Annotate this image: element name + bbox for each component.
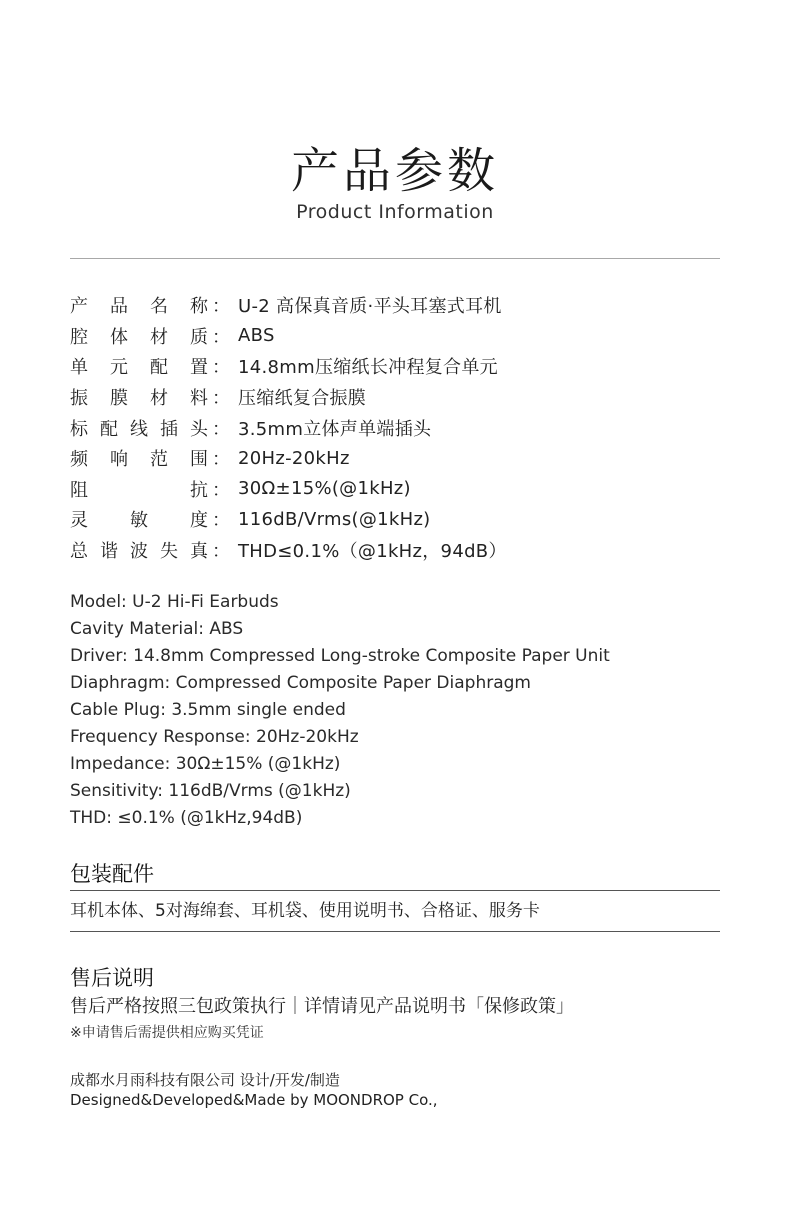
- spec-row: [70, 474, 730, 505]
- spec-row: [70, 504, 730, 535]
- spec-colon: ：: [212, 449, 230, 471]
- spec-label-char: 插: [160, 418, 178, 440]
- spec-label-char: 响: [110, 449, 128, 471]
- spec-row-en: Frequency Response: 20Hz-20kHz: [70, 727, 359, 747]
- spec-row: [70, 412, 730, 443]
- spec-label-char: 腔: [70, 326, 88, 348]
- spec-label-char: 膜: [110, 388, 128, 410]
- spec-value: 14.8mm压缩纸长冲程复合单元: [238, 357, 498, 379]
- spec-label: [70, 384, 208, 410]
- spec-list-en: [70, 589, 730, 832]
- spec-value: ABS: [238, 325, 275, 347]
- after-sales-title: 售后说明: [70, 966, 154, 990]
- spec-row-en: Cable Plug: 3.5mm single ended: [70, 700, 346, 720]
- spec-label: [70, 323, 208, 349]
- spec-value: THD≤0.1%（@1kHz，94dB）: [238, 541, 507, 563]
- spec-value: 30Ω±15%(@1kHz): [238, 478, 411, 500]
- spec-label-char: 材: [150, 388, 168, 410]
- spec-row-en: Model: U-2 Hi-Fi Earbuds: [70, 592, 279, 612]
- spec-value: U-2 高保真音质·平头耳塞式耳机: [238, 296, 502, 318]
- spec-label-char: 线: [130, 418, 148, 440]
- spec-label-char: 真: [190, 541, 208, 563]
- spec-row: [70, 382, 730, 413]
- spec-label: [70, 292, 208, 318]
- accessories-top-divider: [70, 890, 720, 891]
- after-sales-text: 售后严格按照三包政策执行｜详情请见产品说明书「保修政策」: [70, 996, 574, 1017]
- spec-row-en: Impedance: 30Ω±15% (@1kHz): [70, 754, 341, 774]
- spec-label-char: 头: [190, 418, 208, 440]
- spec-label-char: 振: [70, 388, 88, 410]
- spec-value: 116dB/Vrms(@1kHz): [238, 508, 431, 530]
- spec-label-char: 敏: [130, 510, 148, 532]
- spec-colon: ：: [212, 479, 230, 501]
- spec-value: 20Hz-20kHz: [238, 447, 350, 469]
- spec-label-char: 置: [190, 357, 208, 379]
- spec-label-char: 失: [160, 541, 178, 563]
- spec-label-char: 阻: [70, 479, 88, 501]
- spec-colon: ：: [212, 418, 230, 440]
- spec-label-char: 材: [150, 326, 168, 348]
- spec-label-char: 谐: [100, 541, 118, 563]
- spec-colon: ：: [212, 388, 230, 410]
- spec-label-char: 度: [190, 510, 208, 532]
- spec-row-en: Diaphragm: Compressed Composite Paper Diaphragm: [70, 673, 531, 693]
- page-subtitle: Product Information: [296, 201, 494, 223]
- spec-label: [70, 353, 208, 379]
- spec-label-char: 灵: [70, 510, 88, 532]
- accessories-title: 包装配件: [70, 862, 154, 886]
- spec-label-char: 围: [190, 449, 208, 471]
- accessories-text: 耳机本体、5对海绵套、耳机袋、使用说明书、合格证、服务卡: [70, 901, 540, 921]
- spec-label-char: 配: [150, 357, 168, 379]
- spec-label: [70, 415, 208, 441]
- spec-row: [70, 290, 730, 321]
- spec-row-en: Sensitivity: 116dB/Vrms (@1kHz): [70, 781, 351, 801]
- spec-colon: ：: [212, 357, 230, 379]
- spec-row: [70, 535, 730, 566]
- after-sales-note: ※申请售后需提供相应购买凭证: [70, 1025, 264, 1041]
- spec-label-char: 总: [70, 541, 88, 563]
- spec-colon: ：: [212, 510, 230, 532]
- spec-label: [70, 476, 208, 502]
- spec-label-char: 料: [190, 388, 208, 410]
- spec-row-en: Driver: 14.8mm Compressed Long-stroke Composite Paper Unit: [70, 646, 610, 666]
- header-divider: [70, 258, 720, 259]
- spec-label-char: 称: [190, 296, 208, 318]
- spec-value: 压缩纸复合振膜: [238, 388, 367, 410]
- spec-label-char: 抗: [190, 479, 208, 501]
- spec-label: [70, 506, 208, 532]
- spec-label-char: 名: [150, 296, 168, 318]
- spec-label-char: 体: [110, 326, 128, 348]
- spec-row-en: Cavity Material: ABS: [70, 619, 244, 639]
- spec-row: [70, 321, 730, 352]
- spec-colon: ：: [212, 326, 230, 348]
- spec-row: [70, 443, 730, 474]
- spec-label-char: 波: [130, 541, 148, 563]
- spec-label-char: 品: [110, 296, 128, 318]
- spec-label-char: 范: [150, 449, 168, 471]
- spec-colon: ：: [212, 541, 230, 563]
- credit-en: Designed&Developed&Made by MOONDROP Co.,: [70, 1091, 438, 1109]
- spec-list-cn: [70, 290, 730, 565]
- spec-row-en: THD: ≤0.1% (@1kHz,94dB): [70, 808, 303, 828]
- spec-label: [70, 537, 208, 563]
- spec-value: 3.5mm立体声单端插头: [238, 418, 432, 440]
- spec-colon: ：: [212, 296, 230, 318]
- spec-label-char: 元: [110, 357, 128, 379]
- accessories-bottom-divider: [70, 931, 720, 932]
- spec-label-char: 产: [70, 296, 88, 318]
- spec-label-char: 频: [70, 449, 88, 471]
- credit-cn: 成都水月雨科技有限公司 设计/开发/制造: [70, 1071, 340, 1089]
- spec-label-char: 质: [190, 326, 208, 348]
- spec-label-char: 单: [70, 357, 88, 379]
- spec-row: [70, 351, 730, 382]
- spec-label-char: 配: [100, 418, 118, 440]
- page-title: 产品参数: [290, 143, 499, 199]
- spec-label: [70, 445, 208, 471]
- spec-label-char: 标: [70, 418, 88, 440]
